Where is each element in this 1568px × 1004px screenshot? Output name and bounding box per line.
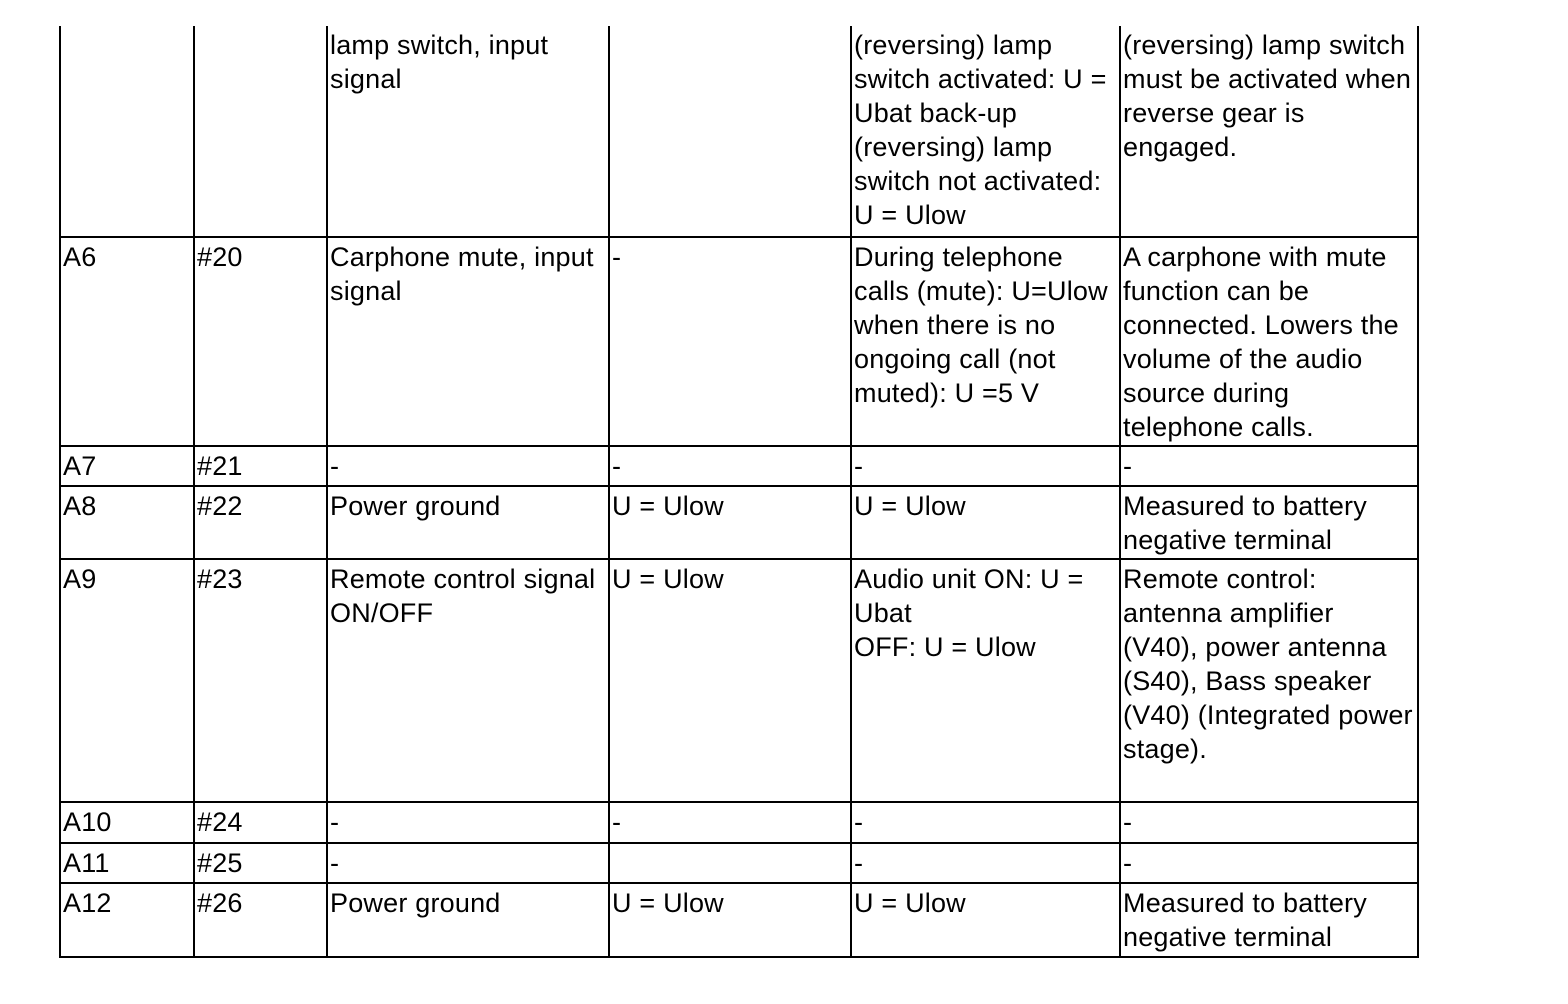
key-on-cell: U = Ulow [851,486,1120,559]
ref-cell: #21 [194,446,327,486]
pin-cell [60,26,194,237]
pin-cell: A10 [60,802,194,843]
ref-cell: #20 [194,237,327,446]
key-off-cell: U = Ulow [609,559,851,802]
key-off-cell [609,26,851,237]
key-off-cell: - [609,802,851,843]
function-cell: - [327,446,609,486]
pin-cell: A6 [60,237,194,446]
key-on-cell: During telephone calls (mute): U=Ulow when there is no ongoing call (not muted): U =5 V [851,237,1120,446]
pin-cell: A7 [60,446,194,486]
table-row [60,237,1418,446]
ref-cell: #25 [194,843,327,883]
key-on-cell: - [851,802,1120,843]
note-cell: A carphone with mute function can be connected. Lowers the volume of the audio source during telephone calls. [1120,237,1418,446]
function-cell: Power ground [327,486,609,559]
table-row [60,559,1418,802]
key-on-cell: Audio unit ON: U = Ubat OFF: U = Ulow [851,559,1120,802]
note-cell: Measured to battery negative terminal [1120,486,1418,559]
function-cell: Carphone mute, input signal [327,237,609,446]
key-off-cell: - [609,237,851,446]
function-cell: lamp switch, input signal [327,26,609,237]
pin-cell: A9 [60,559,194,802]
key-off-cell: - [609,446,851,486]
note-cell: Measured to battery negative terminal [1120,883,1418,957]
function-cell: - [327,802,609,843]
ref-cell [194,26,327,237]
key-off-cell: U = Ulow [609,486,851,559]
table-row [60,883,1418,957]
function-cell: - [327,843,609,883]
note-cell: Remote control: antenna amplifier (V40), power antenna (S40), Bass speaker (V40) (Integrated power stage). [1120,559,1418,802]
table-row [60,486,1418,559]
key-on-cell: - [851,843,1120,883]
ref-cell: #24 [194,802,327,843]
function-cell: Remote control signal ON/OFF [327,559,609,802]
pin-cell: A8 [60,486,194,559]
ref-cell: #22 [194,486,327,559]
key-off-cell: U = Ulow [609,883,851,957]
pin-cell: A11 [60,843,194,883]
note-cell: - [1120,802,1418,843]
pin-cell: A12 [60,883,194,957]
note-cell: - [1120,446,1418,486]
note-cell: - [1120,843,1418,883]
key-on-cell: (reversing) lamp switch activated: U = Ubat back-up (reversing) lamp switch not activated: U = Ulow [851,26,1120,237]
function-cell: Power ground [327,883,609,957]
table-row [60,446,1418,486]
ref-cell: #26 [194,883,327,957]
table-row [60,26,1418,237]
pin-assignment-table [59,26,1419,958]
table-row [60,802,1418,843]
key-on-cell: - [851,446,1120,486]
table-row [60,843,1418,883]
key-on-cell: U = Ulow [851,883,1120,957]
ref-cell: #23 [194,559,327,802]
note-cell: (reversing) lamp switch must be activated when reverse gear is engaged. [1120,26,1418,237]
key-off-cell [609,843,851,883]
